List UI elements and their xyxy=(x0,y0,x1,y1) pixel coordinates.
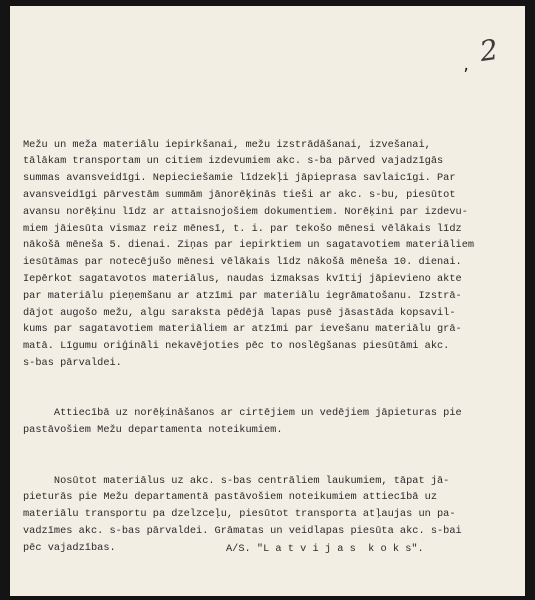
page-mark: , xyxy=(462,58,471,74)
paragraph-funding: Mežu un meža materiālu iepirkšanai, mežu izstrādāšanai, izvešanai, tālākam transportam un citiem izdevumiem akc. s-ba pārved vajadzīgās summas avansveidīgi. Nepieciešamie līdzekļi jāpieprasa savlaicīgi. Par avansveidīgi pārvestām summām jānorēķinās tieši ar akc. s-bu, piesūtot avansu norēķinu līdz ar attaisnojošiem dokumentiem. Norēķini par izdevu- miem jāiesūta vismaz reiz mēnesī, t. i. par tekošo mēnesi vēlākais līdz nākošā mēneša 5. dienai. Ziņas par iepirktiem un sagatavotiem materiāliem iesūtāmas par notecējušo mēnesi vēlākais līdz nākošā mēneša 10. dienai. Iepērkot sagatavotos materiālus, naudas izmaksas kvītij jāpievieno akte par materiālu pieņemšanu ar atzīmi par materiālu iegrāmatošanu. Izstrā- dājot augošo mežu, algu saraksta pēdējā lapas pusē jāsastāda kopsavil- kums par sagatavotiem materiāliem ar atzīmi par ievešanu materiālu grā- matā. Līgumu oriģināli nekavējoties pēc to noslēgšanas piesūtāmi akc. s-bas pārvaldei. xyxy=(23,138,475,369)
document-body xyxy=(23,103,523,590)
paragraph-settlements: Attiecībā uz norēķināšanos ar cirtējiem un vedējiem jāpieturas pie pastāvošiem Mežu departamenta noteikumiem. xyxy=(23,407,462,437)
paragraph-transport: Nosūtot materiālus uz akc. s-bas centrāliem laukumiem, tāpat jā- pieturās pie Mežu departamentā pastāvošiem noteikumiem attiecībā uz materiālu transportu pa dzelzceļu, piesūtot transporta atļaujas un pa- vadzīmes akc. s-bas pārvaldei. Grāmatas un veidlapas piesūta akc. s-bai pēc vajadzības. xyxy=(23,474,462,554)
signature-line: A/S. "L a t v i j a s k o k s". xyxy=(226,543,424,555)
handwritten-page-number: 2 xyxy=(477,32,501,69)
document-page xyxy=(10,6,525,596)
